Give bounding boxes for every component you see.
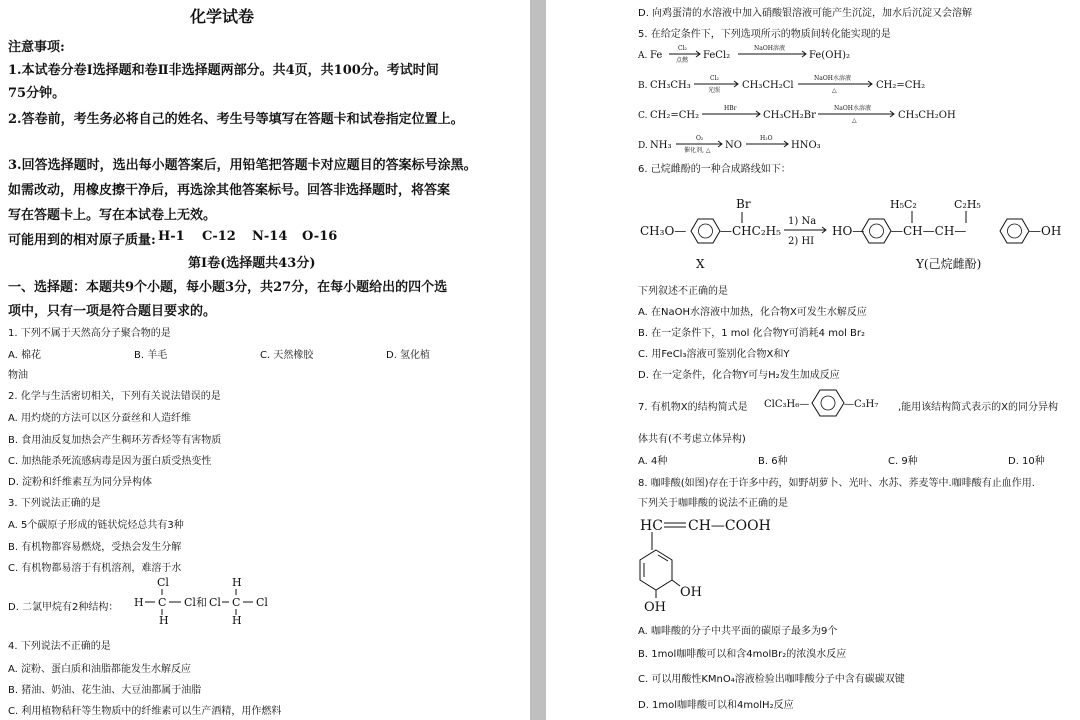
q5-d-label: D. [638,141,648,151]
atomic-mass-c: C-12 [202,229,236,244]
caffeic-oh-right: OH [680,585,702,600]
q5-reactions [636,42,966,160]
q5-b-cond1-top: Cl₂ [710,75,719,82]
x-bromine: Br [736,197,751,211]
q7-propyl: —C₃H₇ [844,399,879,410]
q6-stem: 下列叙述不正确的是 [638,286,728,297]
q7-structure [764,386,900,420]
question-8: 8. 咖啡酸(如图)存在于许多中药，如野胡萝卜、光叶、水苏、荞麦等中.咖啡酸有止血作用. [638,478,1035,489]
struct2-bottom-h: H [232,614,242,626]
q2-option-d: D. 淀粉和纤维素互为同分异构体 [8,477,153,488]
q6-option-c: C. 用FeCl₃溶液可鉴别化合物X和Y [638,349,790,360]
question-4: 4. 下列说法不正确的是 [8,641,111,652]
y-hydroxy-right: —OH [1029,224,1062,238]
page-gap [530,0,546,720]
q8-option-c: C. 可以用酸性KMnO₄溶液检验出咖啡酸分子中含有碳碳双键 [638,674,905,685]
question-6: 6. 己烷雌酚的一种合成路线如下： [638,164,791,175]
question-7-line2: 体共有(不考虑立体异构) [638,434,746,445]
q1-option-d-cont: 物油 [8,370,28,381]
question-5: 5. 在给定条件下，下列选项所示的物质间转化能实现的是 [638,29,891,40]
q5-c-cond1-top: HBr [724,105,737,112]
q3-option-b: B. 有机物都容易燃烧，受热会发生分解 [8,542,182,553]
q5-d-reactant: NH₃ [650,140,672,151]
q5-a-product: Fe(OH)₂ [809,50,851,61]
q2-option-b: B. 食用油反复加热会产生稠环芳香烃等有害物质 [8,435,222,446]
q5-a-reactant: Fe [650,50,663,61]
q5-b-intermediate: CH₃CH₂Cl [742,80,794,91]
y-benzene-ring-left [862,219,891,243]
q5-d-cond2-top: H₂O [760,135,773,142]
struct1-bottom-h: H [159,614,169,626]
question-1: 1. 下列不属于天然高分子聚合物的是 [8,328,171,339]
q5-d-product: HNO₃ [791,140,821,151]
question-7: 7. 有机物X的结构简式是 [638,402,748,413]
x-methoxy: CH₃O— [640,224,687,238]
q5-b-label: B. [638,81,648,91]
q5-b-cond2-bottom: △ [832,87,837,94]
q6-option-b: B. 在一定条件下，1 mol 化合物Y可消耗4 mol Br₂ [638,328,866,339]
struct1-center-c: C [158,596,167,609]
q8-option-a: A. 咖啡酸的分子中共平面的碳原子最多为9个 [638,626,838,637]
atomic-mass-o: O-16 [302,229,338,244]
part-1-intro: 一、选择题：本题共9个小题，每小题3分，共27分，在每小题给出的四个选 [8,280,448,295]
q3-option-d: D. 二氯甲烷有2种结构： [8,602,119,613]
question-2: 2. 化学与生活密切相关，下列有关说法错误的是 [8,391,221,402]
y-hydroxy-left: HO— [832,224,865,238]
caffeic-benzene-ring [640,550,672,590]
right-page [546,0,1080,720]
q4-option-a: A. 淀粉、蛋白质和油脂都能发生水解反应 [8,664,192,675]
dichloromethane-structures [128,574,278,626]
notice-3-cont2: 写在答题卡上。写在本试卷上无效。 [8,208,217,223]
question-8-cont: 下列关于咖啡酸的说法不正确的是 [638,498,788,509]
q7-option-b: B. 6种 [758,456,788,467]
y-ethyl-left: H₅C₂ [890,198,917,211]
q5-c-cond2-top: NaOH水溶液 [834,105,871,112]
notice-3: 3.回答选择题时，选出每小题答案后，用铅笔把答题卡对应题目的答案标号涂黑。 [8,158,477,173]
caffeic-oh-bottom: OH [644,600,666,614]
q5-b-reactant: CH₃CH₃ [650,80,691,91]
q5-a-cond1-bottom: 点燃 [676,57,689,64]
part-1-intro-cont: 项中，只有一项是符合题目要求的。 [8,304,217,319]
q5-c-label: C. [638,111,648,121]
q1-option-d: D. 氢化植 [386,350,431,361]
struct2-center-c: C [232,596,241,609]
q5-d-cond1-bottom: 催化剂, △ [684,147,711,154]
q6-synthesis-scheme [636,188,1076,274]
q7-option-c: C. 9种 [888,456,918,467]
q1-option-c: C. 天然橡胶 [260,350,314,361]
q5-c-cond2-bottom: △ [852,117,857,124]
q7-option-a: A. 4种 [638,456,668,467]
q3-option-a: A. 5个碳原子形成的链状烷烃总共有3种 [8,520,184,531]
struct1-left-h: H [134,596,144,609]
q5-d-intermediate: NO [725,140,742,151]
notice-1: 1.本试卷分卷Ⅰ选择题和卷Ⅱ非选择题两部分。共4页，共100分。考试时间 [8,63,439,78]
q6-option-d: D. 在一定条件，化合物Y可与H₂发生加成反应 [638,370,840,381]
y-benzene-ring-right [1000,219,1029,243]
atomic-mass-label: 可能用到的相对原子质量: [8,233,156,248]
caffeic-acid-structure [636,510,836,614]
q4-option-d: D. 向鸡蛋清的水溶液中加入硝酸银溶液可能产生沉淀，加水后沉淀又会溶解 [638,8,973,19]
q5-c-intermediate: CH₃CH₂Br [763,110,816,121]
q2-option-a: A. 用灼烧的方法可以区分蚕丝和人造纤维 [8,413,192,424]
q4-option-b: B. 猪油、奶油、花生油、大豆油都属于油脂 [8,685,202,696]
q5-b-cond1-bottom: 光照 [708,87,721,94]
struct2-left-cl: Cl [209,596,221,609]
notice-2: 2.答卷前，考生务必将自己的姓名、考生号等填写在答题卡和试卷指定位置上。 [8,112,464,127]
q3-option-c: C. 有机物都易溶于有机溶剂，难溶于水 [8,563,182,574]
section-title: 第Ⅰ卷(选择题共43分) [188,256,316,271]
atomic-mass-n: N-14 [252,229,288,244]
q5-d-cond1-top: O₂ [696,135,704,142]
q7-option-d: D. 10种 [1008,456,1045,467]
struct1-top-cl: Cl [157,576,169,589]
q5-b-cond2-top: NaOH水溶液 [814,75,851,82]
x-benzene-ring [691,219,720,243]
atomic-mass-h: H-1 [158,229,185,244]
q6-option-a: A. 在NaOH水溶液中加热，化合物X可发生水解反应 [638,307,867,318]
struct2-top-h: H [232,576,242,589]
q2-option-c: C. 加热能杀死流感病毒是因为蛋白质受热变性 [8,456,212,467]
q5-c-product: CH₃CH₂OH [898,110,956,121]
q8-option-d: D. 1mol咖啡酸可以和4molH₂反应 [638,700,794,711]
struct2-right-cl: Cl [256,596,268,609]
q5-a-cond1-top: Cl₂ [678,45,687,52]
caffeic-hc: HC [640,518,663,534]
paper-title: 化学试卷 [190,7,255,26]
q5-c-reactant: CH₂=CH₂ [650,110,700,121]
q1-option-b: B. 羊毛 [134,350,168,361]
q5-a-cond2-top: NaOH溶液 [754,45,785,52]
notice-1-cont: 75分钟。 [8,86,66,101]
q7-benzene-ring [812,390,844,416]
q7-chloropropyl: ClC₃H₆— [764,399,810,410]
left-page [0,0,530,720]
q1-option-a: A. 棉花 [8,350,42,361]
y-ethyl-right: C₂H₅ [954,198,981,211]
q4-option-c: C. 利用植物秸秆等生物质中的纤维素可以生产酒精，用作燃料 [8,706,282,717]
q5-b-product: CH₂=CH₂ [876,80,926,91]
q5-a-intermediate: FeCl₂ [703,50,731,61]
q8-option-b: B. 1mol咖啡酸可以和含4molBr₂的浓溴水反应 [638,649,847,660]
notice-3-cont: 如需改动，用橡皮擦干净后，再选涂其他答案标号。回答非选择题时，将答案 [8,183,451,198]
q5-a-label: A. [638,51,648,61]
question-3: 3. 下列说法正确的是 [8,498,101,509]
structures-and: 和 [196,596,207,609]
reaction-condition-1: 1) Na [788,216,817,227]
compound-y-label: Y(己烷雌酚) [916,257,982,271]
x-side-chain: —CHC₂H₅ [720,224,781,238]
compound-x-label: X [696,257,705,271]
reaction-condition-2: 2) HI [788,236,815,247]
question-7-cont: ,能用该结构简式表示的X的同分异构 [898,402,1059,413]
y-chain: —CH—CH— [891,224,967,238]
struct1-right-cl: Cl [184,596,196,609]
caffeic-ch-cooh: CH—COOH [688,518,771,534]
notice-heading: 注意事项: [8,40,65,55]
